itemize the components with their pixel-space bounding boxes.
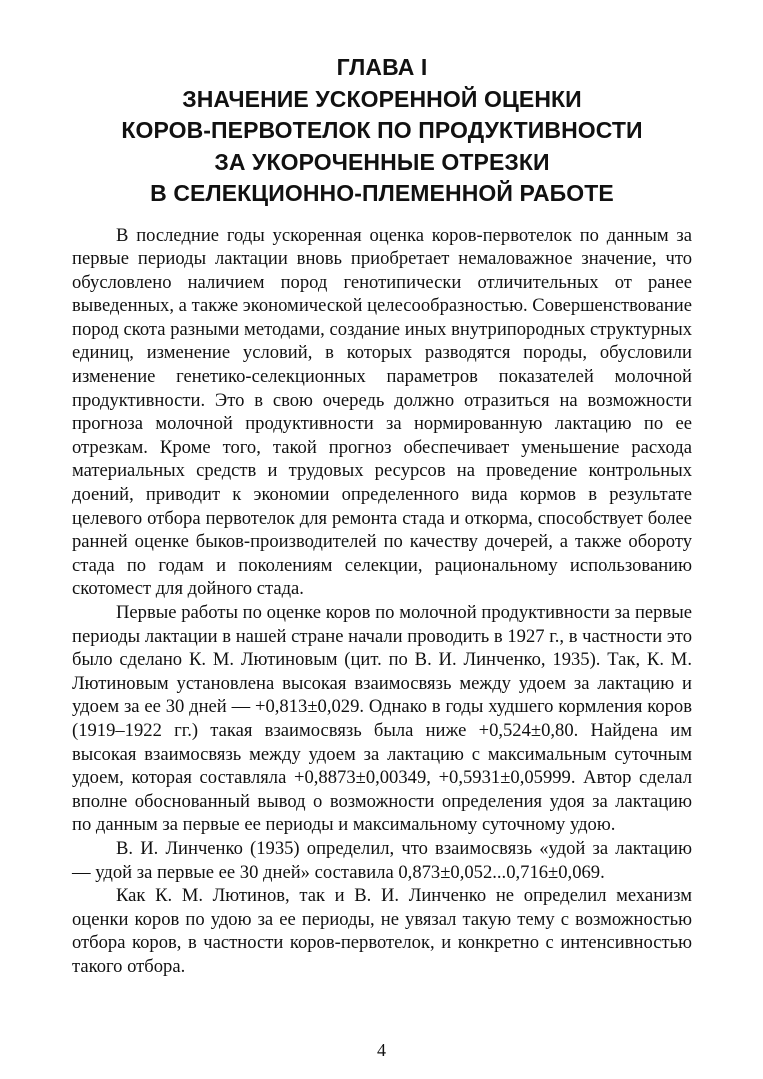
chapter-heading (72, 52, 692, 210)
chapter-heading-line: ЗА УКОРОЧЕННЫЕ ОТРЕЗКИ (214, 148, 550, 175)
page-body (72, 52, 692, 979)
page-number: 4 (377, 1040, 386, 1060)
paragraph: В последние годы ускоренная оценка коров-первотелок по данным за первые периоды лактации вновь приобретает немаловажное значение, что обусловлено наличием пород генотипически отличительных от ранее выведенных, а также экономической целесообразностью. Совершенствование пород скота разными методами, создание иных внутрипородных структурных единиц, изменение условий, в которых разводятся породы, обусловили изменение генетико-селекционных параметров показателей молочной продуктивности. Это в свою очередь должно отразиться на возможности прогноза молочной продуктивности за нормированную лактацию по ее отрезкам. Кроме того, такой прогноз обеспечивает уменьшение расхода материальных средств и трудовых ресурсов на проведение контрольных доений, приводит к экономии определенного вида кормов в результате целевого отбора первотелок для ремонта стада и откорма, способствует более ранней оценке быков-производителей по качеству дочерей, а также обороту стада по годам и поколениям селекции, рациональному использованию скотомест для дойного стада. (72, 224, 692, 600)
chapter-heading-line: КОРОВ-ПЕРВОТЕЛОК ПО ПРОДУКТИВНОСТИ (121, 117, 643, 143)
body-text (72, 224, 692, 979)
chapter-heading-line: В СЕЛЕКЦИОННО-ПЛЕМЕННОЙ РАБОТЕ (150, 180, 614, 206)
paragraph: Первые работы по оценке коров по молочной продуктивности за первые периоды лактации в нашей стране начали проводить в 1927 г., в частности это было сделано К. М. Лютиновым (цит. по В. И. Линченко, 1935). Так, К. М. Лютиновым установлена высокая взаимосвязь между удоем за лактацию и удоем за ее 30 дней — +0,813±0,029. Однако в годы худшего кормления коров (1919–1922 гг.) такая взаимосвязь была ниже +0,524±0,80. Найдена им высокая взаимосвязь между удоем за лактацию с максимальным суточным удоем, которая составляла +0,8873±0,00349, +0,5931±0,05999. Автор сделал вполне обоснованный вывод о возможности определения удоя за лактацию по данным за первые ее периоды и максимальному суточному удою. (72, 602, 692, 836)
chapter-heading-line: ЗНАЧЕНИЕ УСКОРЕННОЙ ОЦЕНКИ (182, 85, 582, 112)
chapter-heading-line: ГЛАВА I (336, 54, 428, 80)
paragraph: В. И. Линченко (1935) определил, что взаимосвязь «удой за лактацию — удой за первые ее 30 дней» составила 0,873±0,052...0,716±0,069. (72, 837, 692, 883)
paragraph: Как К. М. Лютинов, так и В. И. Линченко не определил механизм оценки коров по удою за ее периоды, не увязал такую тему с возможностью отбора коров, в частности коров-первотелок, и конкретно с интенсивностью такого отбора. (72, 885, 692, 977)
